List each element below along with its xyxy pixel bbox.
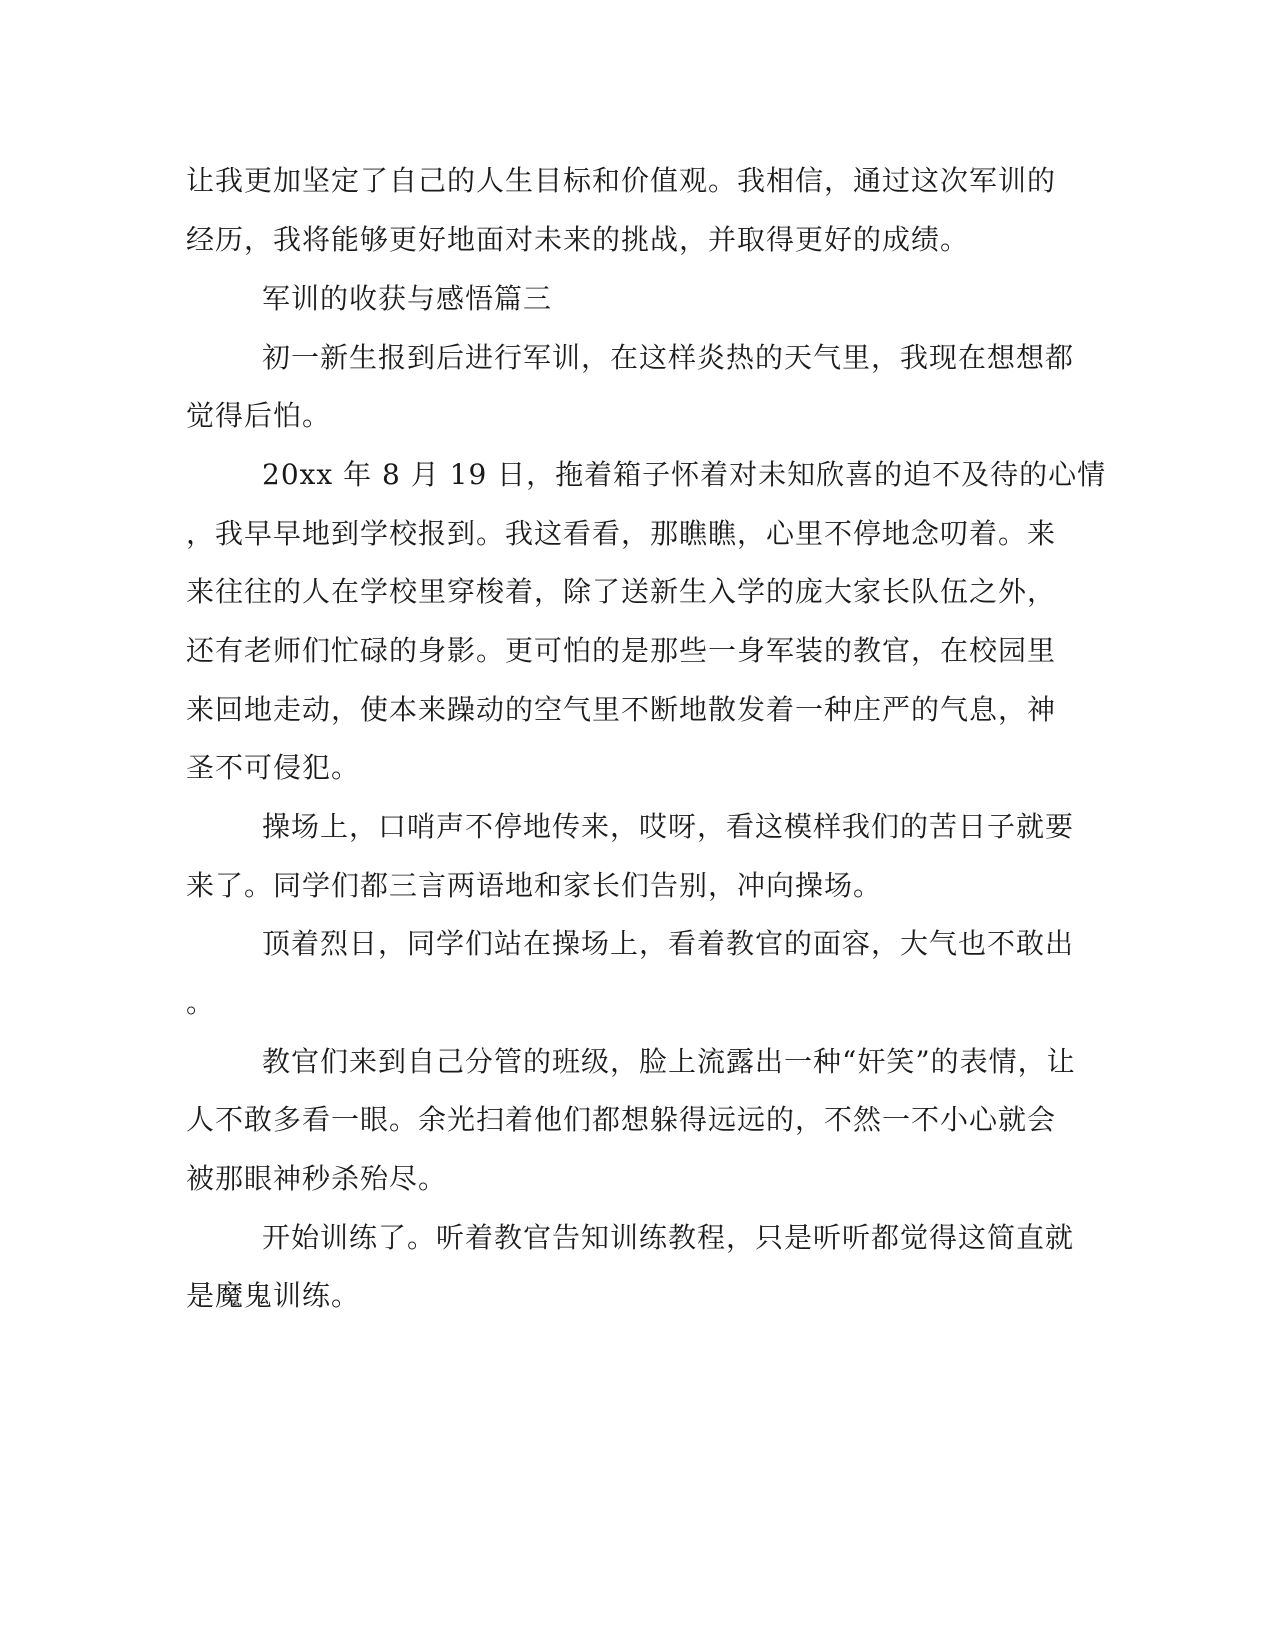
text-line: 20xx 年 8 月 19 日，拖着箱子怀着对未知欣喜的迫不及待的心情 [262,458,1107,491]
section-heading: 军训的收获与感悟篇三 [262,282,553,315]
text-line: 操场上，口哨声不停地传来，哎呀，看这模样我们的苦日子就要 [262,810,1075,843]
text-line: 来回地走动，使本来躁动的空气里不断地散发着一种庄严的气息，神 [186,693,1057,726]
text-line: 开始训练了。听着教官告知训练教程，只是听听都觉得这简直就 [262,1221,1075,1254]
text-line: ，我早早地到学校报到。我这看看，那瞧瞧，心里不停地念叨着。来 [186,517,1057,550]
text-line: 被那眼神秒杀殆尽。 [186,1162,448,1195]
text-line: 觉得后怕。 [186,399,332,432]
text-line: 来了。同学们都三言两语地和家长们告别，冲向操场。 [186,869,883,902]
text-line: 圣不可侵犯。 [186,751,361,784]
text-line: 来往往的人在学校里穿梭着，除了送新生入学的庞大家长队伍之外， [186,575,1057,608]
text-line: 让我更加坚定了自己的人生目标和价值观。我相信，通过这次军训的 [186,164,1057,197]
text-line: 人不敢多看一眼。余光扫着他们都想躲得远远的，不然一不小心就会 [186,1103,1057,1136]
text-line: 是魔鬼训练。 [186,1279,361,1312]
text-line: 还有老师们忙碌的身影。更可怕的是那些一身军装的教官，在校园里 [186,634,1057,667]
text-line: 。 [186,986,216,1019]
text-line: 顶着烈日，同学们站在操场上，看着教官的面容，大气也不敢出 [262,927,1075,960]
text-line: 经历，我将能够更好地面对未来的挑战，并取得更好的成绩。 [186,223,970,256]
text-line: 教官们来到自己分管的班级，脸上流露出一种“奸笑”的表情，让 [262,1045,1076,1078]
text-line: 初一新生报到后进行军训，在这样炎热的天气里，我现在想想都 [262,341,1075,374]
